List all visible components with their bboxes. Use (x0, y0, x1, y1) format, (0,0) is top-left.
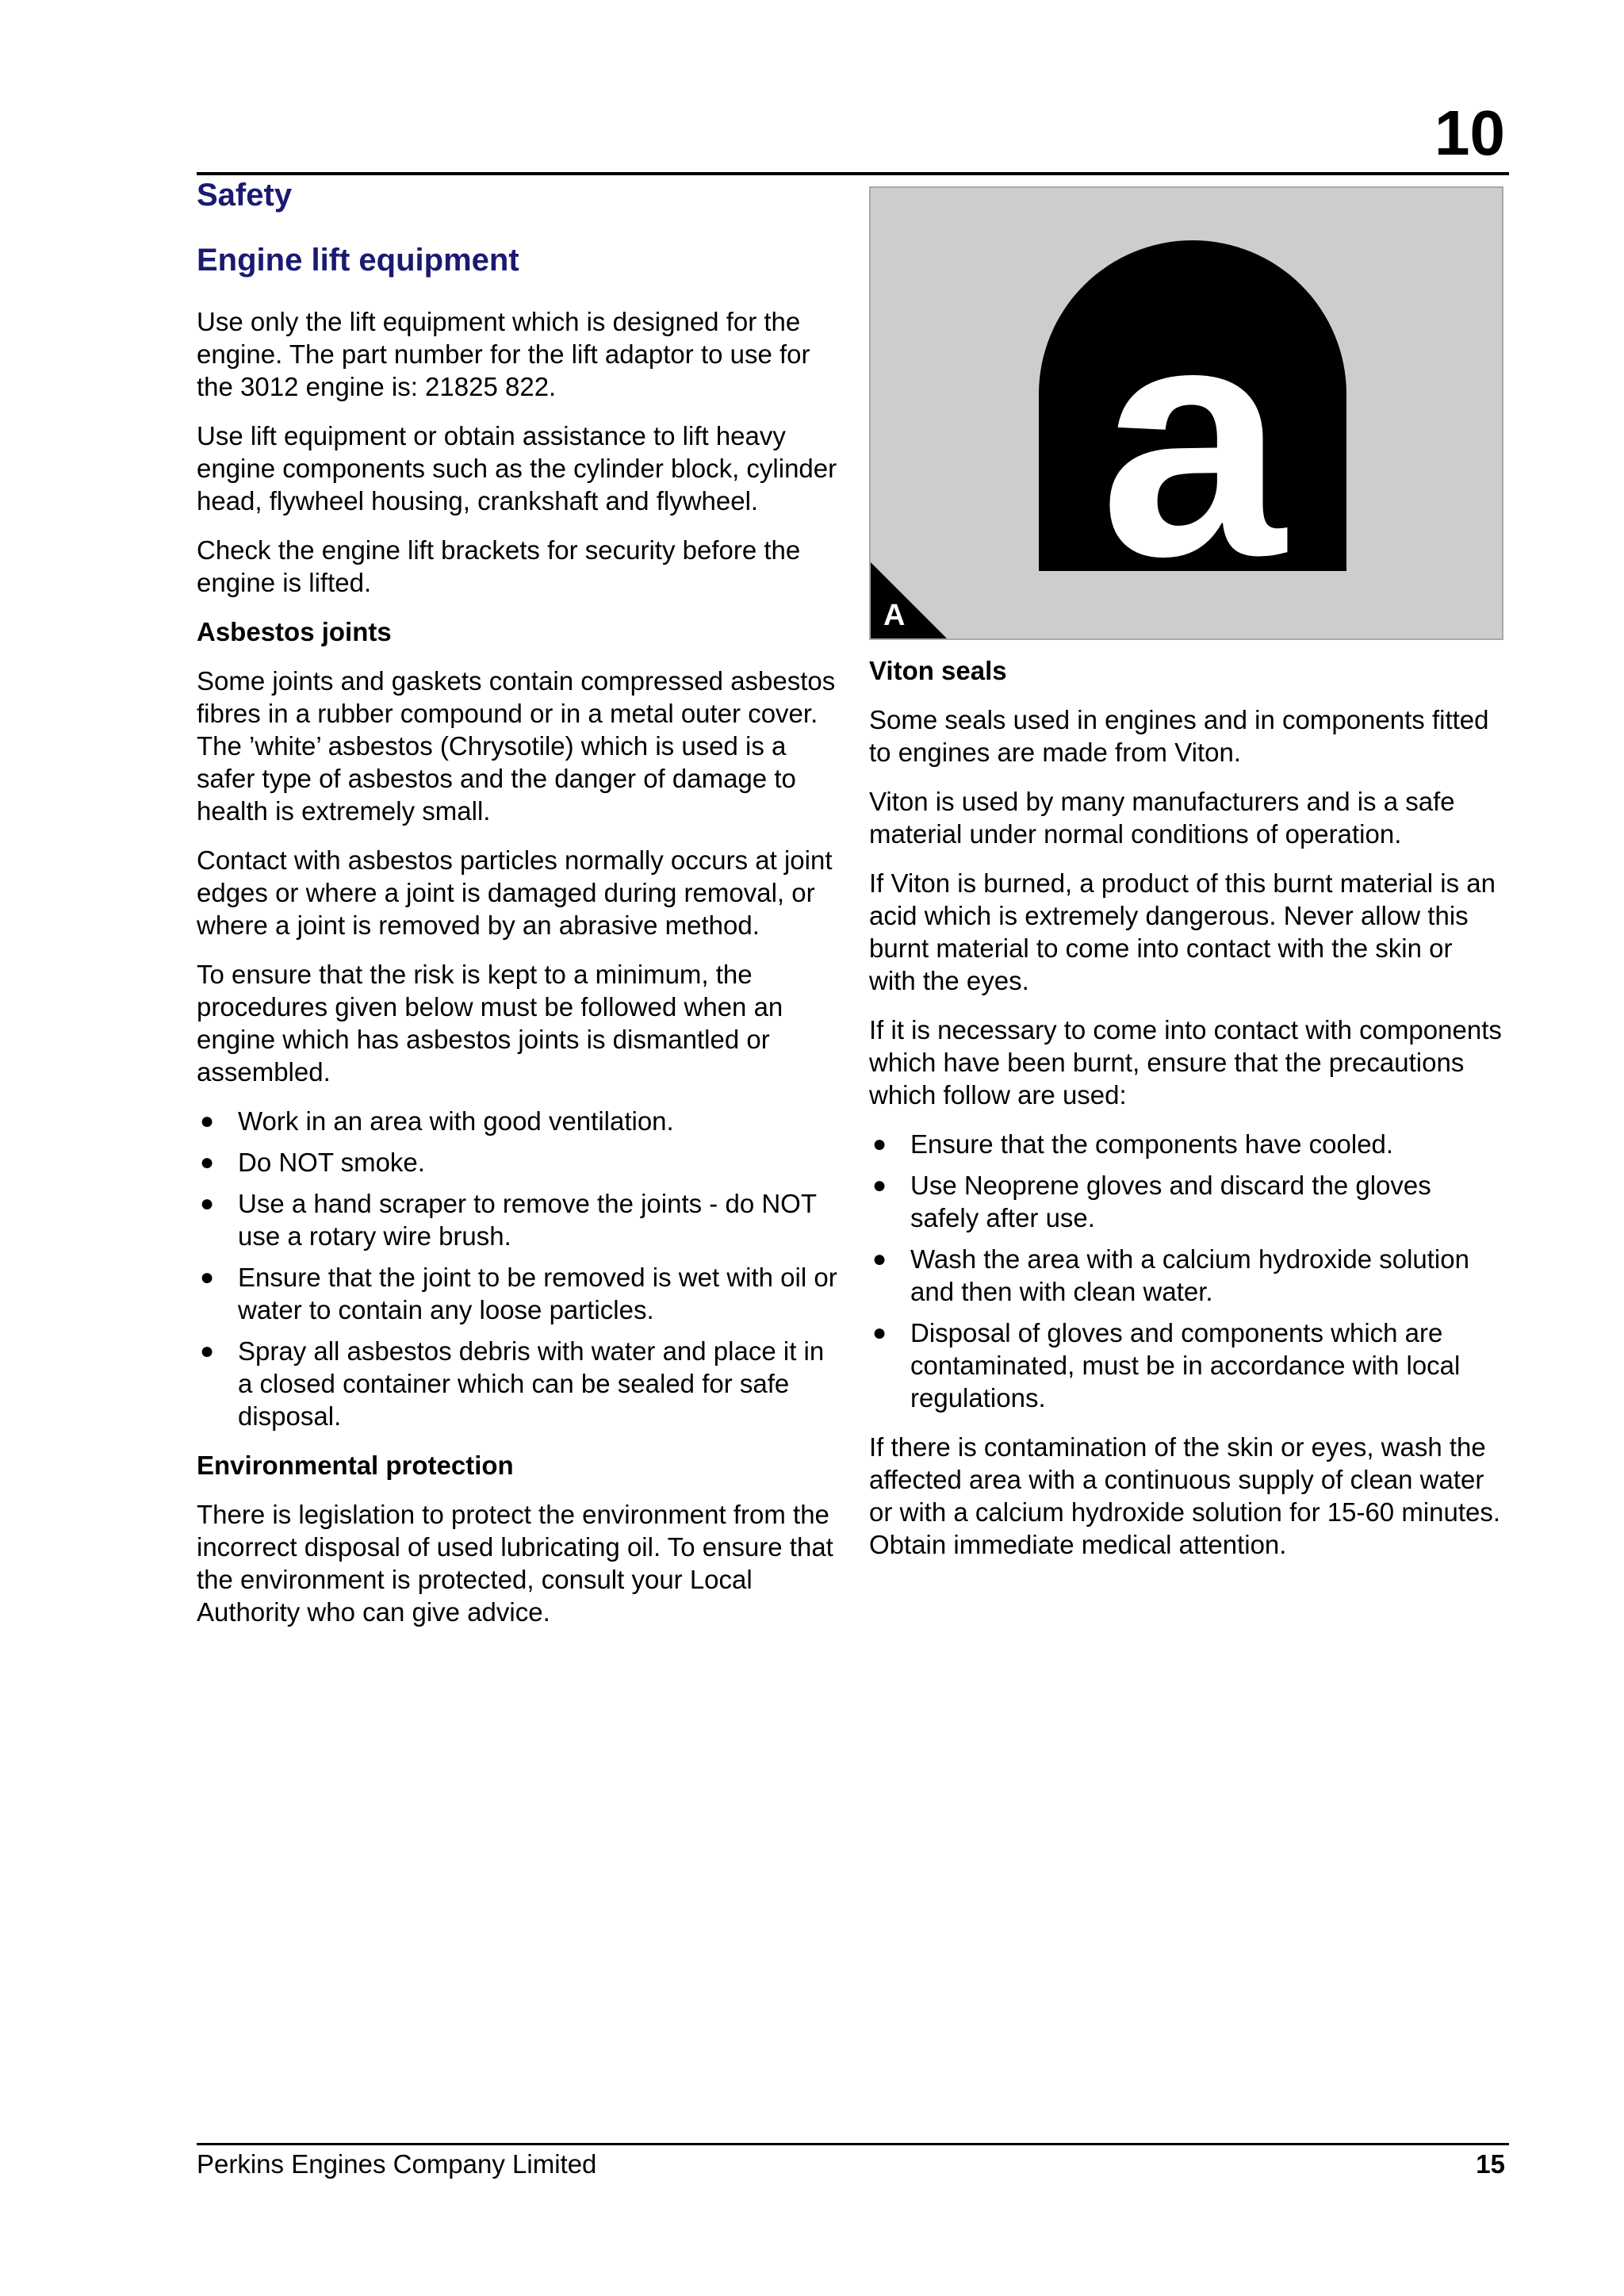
right-column (869, 176, 1503, 1577)
left-column (197, 176, 839, 1645)
asbestos-paragraph: To ensure that the risk is kept to a minimum, the procedures given below must be followed when an engine which has asbestos joints is dismantled or assembled. (197, 960, 783, 1087)
list-item-text: Wash the area with a calcium hydroxide solution and then with clean water. (910, 1244, 1469, 1306)
list-item (869, 1243, 1503, 1308)
bullet-icon: ● (872, 1131, 887, 1157)
viton-paragraph: Viton is used by many manufacturers and is a safe material under normal conditions of operation. (869, 787, 1455, 849)
header-rule (197, 172, 1509, 175)
bullet-icon: ● (200, 1264, 215, 1290)
viton-bullet-list (869, 1128, 1503, 1414)
list-item-text: Disposal of gloves and components which are contaminated, must be in accordance with local regulations. (910, 1318, 1461, 1412)
list-item-text: Use Neoprene gloves and discard the gloves safely after use. (910, 1171, 1431, 1232)
footer-company: Perkins Engines Company Limited (197, 2149, 597, 2179)
bullet-icon: ● (200, 1338, 215, 1364)
environment-heading: Environmental protection (197, 1451, 514, 1480)
lift-paragraph: Use only the lift equipment which is designed for the engine. The part number for the lift adaptor to use for the 3012 engine is: 21825 822. (197, 307, 810, 401)
asbestos-heading: Asbestos joints (197, 617, 392, 646)
viton-paragraph: If Viton is burned, a product of this burnt material is an acid which is extremely dangerous. Never allow this burnt material to come into contact with the skin or with the eyes. (869, 868, 1496, 995)
viton-paragraph: Some seals used in engines and in components fitted to engines are made from Viton. (869, 705, 1489, 767)
list-item (869, 1317, 1503, 1414)
list-item-text: Use a hand scraper to remove the joints - do NOT use a rotary wire brush. (238, 1189, 817, 1251)
list-item-text: Ensure that the joint to be removed is wet with oil or water to contain any loose particles. (238, 1263, 837, 1324)
bullet-icon: ● (872, 1172, 887, 1198)
list-item (869, 1128, 1503, 1160)
bullet-icon: ● (200, 1108, 215, 1134)
asbestos-symbol-icon (871, 188, 1502, 638)
asbestos-paragraph: Some joints and gaskets contain compressed asbestos fibres in a rubber compound or in a metal outer cover. The ’white’ asbestos (Chrysotile) which is used is a safer type of asbestos and the danger of damage to health is extremely small. (197, 666, 836, 826)
section-title: Safety (197, 178, 293, 213)
bullet-icon: ● (872, 1320, 887, 1346)
page-number: 15 (1476, 2149, 1505, 2179)
list-item (197, 1261, 839, 1326)
asbestos-paragraph: Contact with asbestos particles normally occurs at joint edges or where a joint is damaged during removal, or where a joint is removed by an abrasive method. (197, 845, 833, 940)
bullet-icon: ● (200, 1190, 215, 1217)
environment-paragraph: There is legislation to protect the environment from the incorrect disposal of used lubricating oil. To ensure that the environment is protected, consult your Local Authority who can give advice. (197, 1500, 833, 1627)
symbol-glyph: a (1100, 254, 1285, 626)
bullet-icon: ● (200, 1149, 215, 1175)
list-item (197, 1146, 839, 1179)
list-item-text: Work in an area with good ventilation. (238, 1106, 674, 1136)
asbestos-warning-figure (869, 186, 1503, 640)
subsection-title: Engine lift equipment (197, 243, 519, 278)
lift-paragraph: Check the engine lift brackets for security before the engine is lifted. (197, 535, 801, 597)
list-item-text: Ensure that the components have cooled. (910, 1129, 1394, 1159)
list-item-text: Spray all asbestos debris with water and place it in a closed container which can be sealed for safe disposal. (238, 1336, 825, 1431)
list-item (197, 1187, 839, 1252)
list-item (197, 1335, 839, 1432)
figure-corner-triangle (871, 562, 947, 638)
list-item-text: Do NOT smoke. (238, 1148, 425, 1177)
viton-closing-paragraph: If there is contamination of the skin or eyes, wash the affected area with a continuous supply of clean water or with a calcium hydroxide solution for 15-60 minutes. Obtain immediate medical attention. (869, 1432, 1501, 1559)
lift-paragraph: Use lift equipment or obtain assistance to lift heavy engine components such as the cylinder block, cylinder head, flywheel housing, crankshaft and flywheel. (197, 421, 837, 516)
viton-paragraph: If it is necessary to come into contact with components which have been burnt, ensure that the precautions which follow are used: (869, 1015, 1502, 1110)
chapter-number: 10 (1434, 98, 1505, 168)
list-item (197, 1105, 839, 1137)
list-item (869, 1169, 1503, 1234)
figure-label: A (883, 599, 906, 632)
viton-heading: Viton seals (869, 656, 1007, 685)
footer-rule (197, 2143, 1509, 2145)
bullet-icon: ● (872, 1246, 887, 1272)
asbestos-bullet-list (197, 1105, 839, 1432)
